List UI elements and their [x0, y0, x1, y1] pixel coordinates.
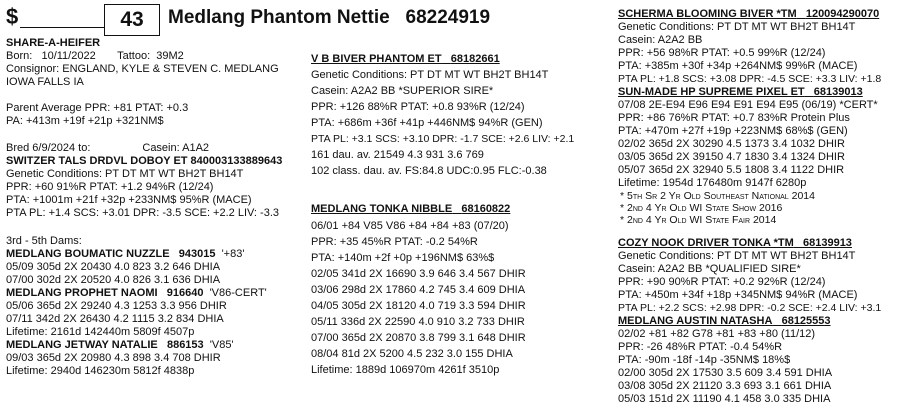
- animal-name: [168, 7, 490, 29]
- dam-4-reg: 916640: [166, 287, 204, 299]
- parent-average-pa: PA: +413m +19f +21p +321NM$: [6, 115, 164, 127]
- service-sire-line: PTA: +1001m +21f +32p +233NM$ 95%R (MACE): [6, 194, 252, 206]
- mgs-name: [618, 8, 908, 21]
- dam-4-score: 'V86-CERT': [209, 287, 267, 299]
- ggdam-line: PPR: -26 48%R PTAT: -0.4 54%R: [618, 341, 783, 353]
- dam-3-reg: 943015: [178, 248, 216, 260]
- ggdam-line: 02/00 305d 2X 17530 3.5 609 3.4 591 DHIA: [618, 367, 833, 379]
- mgs-line: Casein: A2A2 BB: [618, 34, 703, 46]
- sire-line: Genetic Conditions: PT DT MT WT BH2T BH14T: [311, 69, 549, 81]
- dam-line: 05/11 336d 2X 22590 4.0 910 3.2 733 DHIR: [311, 316, 525, 328]
- ggdam-line: 02/02 +81 +82 G78 +81 +83 +80 (11/12): [618, 328, 816, 340]
- mgs2-line: PPR: +90 90%R PTAT: +0.2 92%R (12/24): [618, 276, 826, 288]
- mgs2-name-text: COZY NOOK DRIVER TONKA *TM: [618, 237, 794, 249]
- dam-line: 04/05 305d 2X 18120 4.0 719 3.3 594 DHIR: [311, 300, 526, 312]
- service-sire-line: PPR: +60 91%R PTAT: +1.2 94%R (12/24): [6, 181, 214, 193]
- dam-record: 05/06 365d 2X 29240 4.3 1253 3.3 956 DHIR: [6, 300, 227, 312]
- sire-name: [311, 53, 611, 66]
- sire-reg: 68182661: [450, 53, 500, 65]
- dam-5-score: 'V85': [209, 339, 234, 351]
- parent-average-ppr: Parent Average PPR: +81 PTAT: +0.3: [6, 102, 189, 114]
- dam-record: 07/11 342d 2X 26430 4.2 1115 3.2 834 DHIA: [6, 313, 224, 325]
- sire-line: 161 dau. av. 21549 4.3 931 3.6 769: [311, 149, 484, 161]
- consignor: Consignor: ENGLAND, KYLE & STEVEN C. MEDLANG: [6, 63, 279, 75]
- dam-name: [311, 203, 611, 216]
- animal-name-text: Medlang Phantom Nettie: [168, 7, 390, 28]
- dam-line: 06/01 +84 V85 V86 +84 +84 +83 (07/20): [311, 220, 509, 232]
- service-sire-line: Genetic Conditions: PT DT MT WT BH2T BH14T: [6, 168, 244, 180]
- tattoo-value: 39M2: [156, 50, 184, 62]
- gdam-line: 02/02 365d 2X 30290 4.5 1373 3.4 1032 DHIR: [618, 138, 845, 150]
- dam-record: 07/00 302d 2X 20520 4.0 826 3.1 636 DHIA: [6, 274, 221, 286]
- born-date: 10/11/2022: [41, 50, 96, 62]
- bred-date: Bred 6/9/2024 to:: [6, 142, 91, 154]
- dam-line: PTA: +140m +2f +0p +196NM$ 63%$: [311, 252, 495, 264]
- gdam-line: 03/05 365d 2X 39150 4.7 1830 3.4 1324 DHIR: [618, 151, 845, 163]
- mgs-line: PTA: +385m +30f +34p +264NM$ 99%R (MACE): [618, 60, 858, 72]
- dam-4-name-text: MEDLANG PROPHET NAOMI: [6, 287, 158, 299]
- ggdam-name-text: MEDLANG AUSTIN NATASHA: [618, 315, 773, 327]
- service-sire-line: PTA PL: +1.4 SCS: +3.01 DPR: -3.5 SCE: +2.2 LIV: -3.3: [6, 207, 280, 219]
- dam-line: PPR: +35 45%R PTAT: -0.2 54%R: [311, 236, 478, 248]
- dam-lifetime: Lifetime: 2940d 146230m 5812f 4838p: [6, 365, 195, 377]
- mgs-line: PPR: +56 98%R PTAT: +0.5 99%R (12/24): [618, 47, 826, 59]
- dam-line: 08/04 81d 2X 5200 4.5 232 3.0 155 DHIA: [311, 348, 513, 360]
- animal-reg-number: 68224919: [405, 7, 491, 28]
- gdam-line: 05/07 365d 2X 32940 5.5 1808 3.4 1122 DHIR: [618, 164, 845, 176]
- lot-number-box: 43: [104, 4, 160, 36]
- gdam-award: * 5th Sr 2 Yr Old Southeast National 2014: [620, 190, 815, 202]
- dam-4-name: [6, 287, 304, 300]
- gdam-reg: 68139013: [813, 86, 863, 98]
- sire-line: PTA: +686m +36f +41p +446NM$ 94%R (GEN): [311, 117, 543, 129]
- mgs2-line: PTA PL: +2.2 SCS: +2.98 DPR: -0.2 SCE: +2.4 LIV: +3.1: [618, 302, 882, 314]
- bred-line: [6, 142, 304, 155]
- right-column: [618, 8, 908, 406]
- dam-5-name-text: MEDLANG JETWAY NATALIE: [6, 339, 158, 351]
- mgs-line: Genetic Conditions: PT DT MT WT BH2T BH14T: [618, 21, 856, 33]
- dam-5-reg: 886153: [166, 339, 204, 351]
- dam-name-text: MEDLANG TONKA NIBBLE: [311, 203, 453, 215]
- mgs2-reg: 68139913: [802, 237, 852, 249]
- dam-record: 05/09 305d 2X 20430 4.0 823 3.2 646 DHIA: [6, 261, 221, 273]
- mgs-reg: 120094290070: [805, 8, 880, 20]
- gdam-line: PPR: +86 76%R PTAT: +0.7 83%R Protein Plus: [618, 112, 850, 124]
- dams-heading: 3rd - 5th Dams:: [6, 235, 82, 247]
- dam-5-name: [6, 339, 304, 352]
- bred-casein: Casein: A1A2: [142, 142, 210, 154]
- gdam-name: [618, 86, 908, 99]
- price-blank-line: [20, 27, 104, 28]
- born-line: [6, 50, 304, 63]
- mgs-name-text: SCHERMA BLOOMING BIVER *TM: [618, 8, 797, 20]
- sire-line: 102 class. dau. av. FS:84.8 UDC:0.95 FLC:-0.38: [311, 165, 547, 177]
- mgs2-line: PTA: +450m +34f +18p +345NM$ 94%R (MACE): [618, 289, 858, 301]
- dam-3-score: '+83': [221, 248, 245, 260]
- sire-name-text: V B BIVER PHANTOM ET: [311, 53, 442, 65]
- gdam-line: PTA: +470m +27f +19p +223NM$ 68%$ (GEN): [618, 125, 848, 137]
- ggdam-name: [618, 315, 908, 328]
- gdam-award: * 2nd 4 Yr Old WI State Fair 2014: [620, 214, 777, 226]
- ggdam-line: PTA: -90m -18f -14p -35NM$ 18%$: [618, 354, 791, 366]
- sire-line: Casein: A2A2 BB *SUPERIOR SIRE*: [311, 85, 494, 97]
- ggdam-line: 05/03 151d 2X 11190 4.1 458 3.0 335 DHIA: [618, 393, 831, 405]
- price-label: $: [6, 4, 19, 29]
- mgs-line: PTA PL: +1.8 SCS: +3.08 DPR: -4.5 SCE: +3.3 LIV: +1.8: [618, 73, 882, 85]
- sire-line: PTA PL: +3.1 SCS: +3.10 DPR: -1.7 SCE: +2.6 LIV: +2.1: [311, 133, 575, 145]
- mgs2-name: [618, 237, 908, 250]
- dam-lifetime: Lifetime: 1889d 106970m 4261f 3510p: [311, 364, 500, 376]
- dam-line: 02/05 341d 2X 16690 3.9 646 3.4 567 DHIR: [311, 268, 526, 280]
- sire-line: PPR: +126 88%R PTAT: +0.8 93%R (12/24): [311, 101, 525, 113]
- dam-3-name-text: MEDLANG BOUMATIC NUZZLE: [6, 248, 170, 260]
- gdam-name-text: SUN-MADE HP SUPREME PIXEL ET: [618, 86, 805, 98]
- dam-record: 09/03 365d 2X 20980 4.3 898 3.4 708 DHIR: [6, 352, 221, 364]
- tattoo-label: Tattoo:: [117, 50, 151, 62]
- born-label: Born:: [6, 50, 33, 62]
- ggdam-line: 03/08 305d 2X 21120 3.3 693 3.1 661 DHIA: [618, 380, 832, 392]
- ggdam-reg: 68125553: [781, 315, 831, 327]
- mgs2-line: Casein: A2A2 BB *QUALIFIED SIRE*: [618, 263, 801, 275]
- mgs2-line: Genetic Conditions: PT DT MT WT BH2T BH14T: [618, 250, 856, 262]
- middle-column: [311, 53, 611, 378]
- gdam-award: * 2nd 4 Yr Old WI State Show 2016: [620, 202, 783, 214]
- dam-3-name: [6, 248, 304, 261]
- dam-lifetime: Lifetime: 2161d 142440m 5809f 4507p: [6, 326, 195, 338]
- dam-line: 07/00 365d 2X 20870 3.8 799 3.1 648 DHIR: [311, 332, 526, 344]
- share-a-heifer: SHARE-A-HEIFER: [6, 37, 101, 49]
- left-column: [6, 37, 304, 378]
- gdam-line: 07/08 2E-E94 E96 E94 E91 E94 E95 (06/19) *CERT*: [618, 99, 878, 111]
- consignor-city: IOWA FALLS IA: [6, 76, 84, 88]
- dam-reg: 68160822: [461, 203, 511, 215]
- gdam-lifetime: Lifetime: 1954d 176480m 9147f 6280p: [618, 177, 807, 189]
- service-sire-name: SWITZER TALS DRDVL DOBOY ET 840003133889643: [6, 155, 283, 167]
- dam-line: 03/06 298d 2X 17860 4.2 745 3.4 609 DHIA: [311, 284, 526, 296]
